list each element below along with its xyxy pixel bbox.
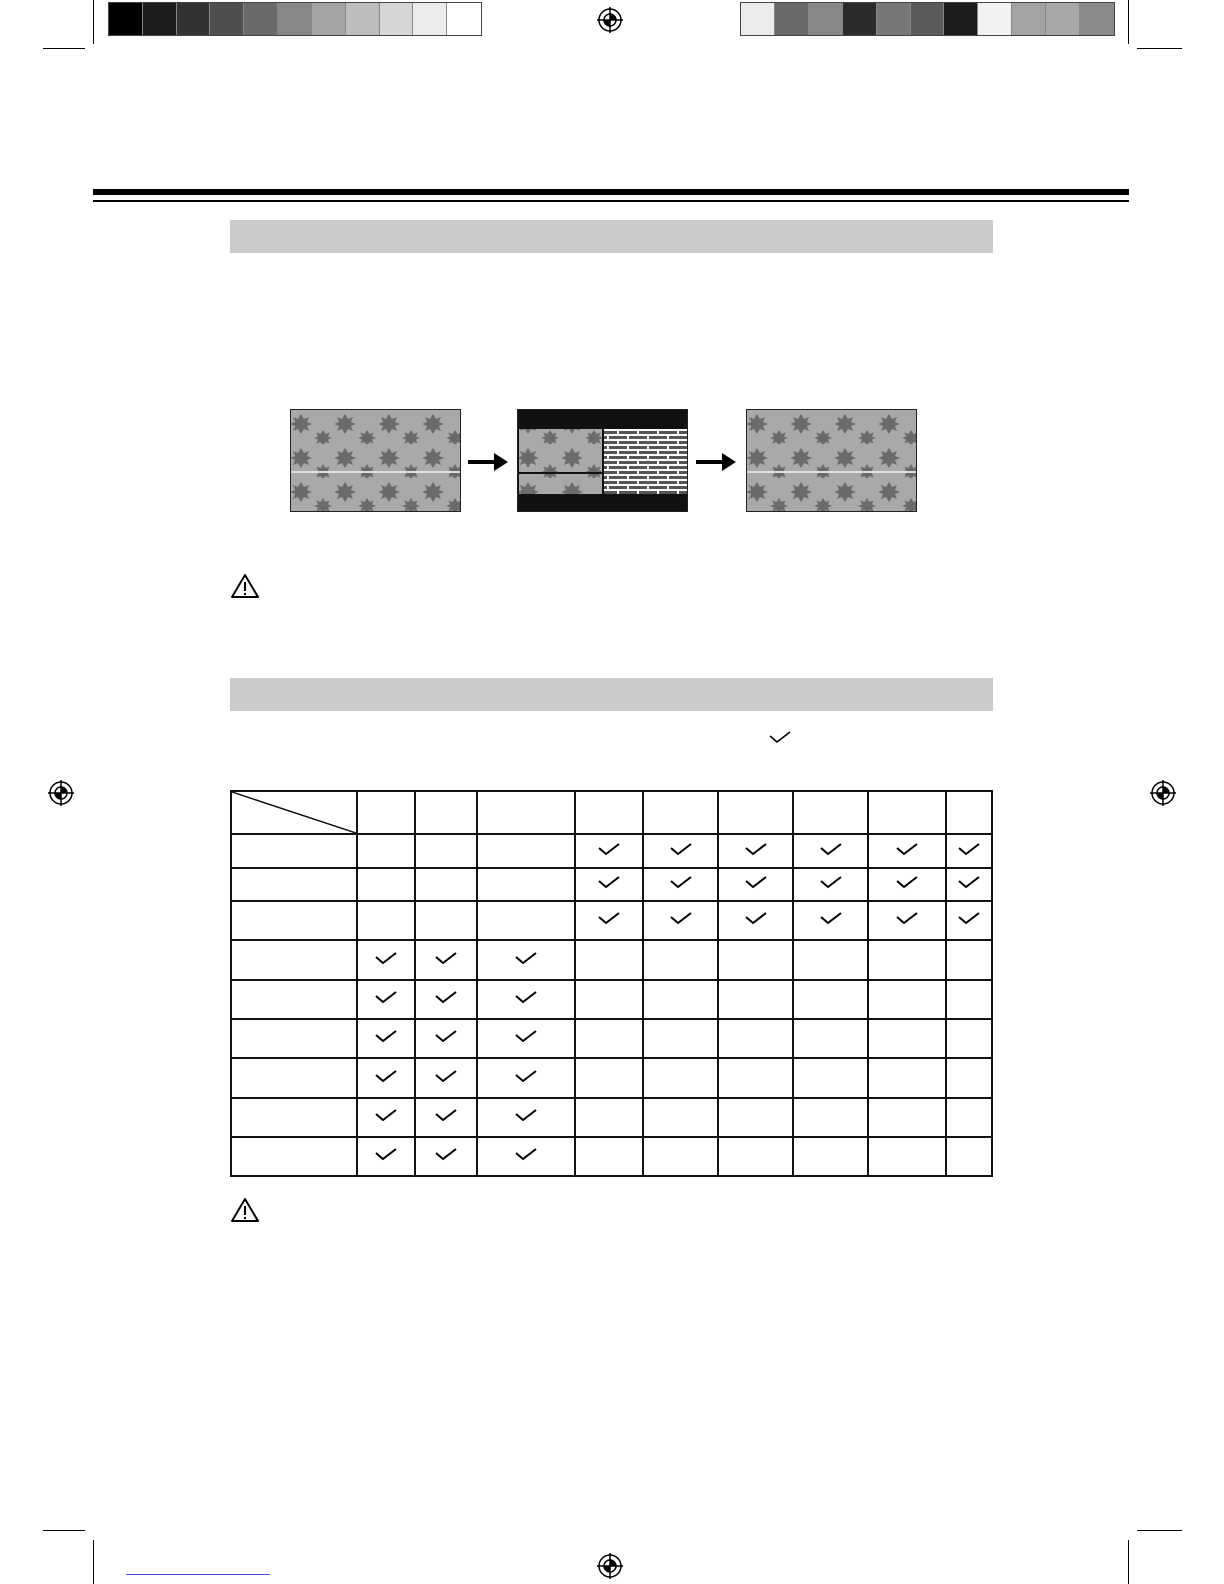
table-cell (718, 1137, 793, 1176)
checkmark-icon (434, 991, 458, 1008)
checkmark-icon (434, 1030, 458, 1047)
table-cell (946, 868, 992, 901)
calibration-swatch (843, 3, 877, 35)
table-row-label-cell (231, 1019, 357, 1058)
table-cell (575, 868, 643, 901)
figure-split-view (517, 409, 688, 512)
crop-mark-bottom-right-v (1128, 1540, 1129, 1584)
table-cell (643, 1098, 718, 1137)
table-corner-cell (231, 791, 357, 834)
table-cell (643, 1019, 718, 1058)
checkmark-icon (514, 1148, 538, 1165)
checkmark-icon (744, 876, 768, 893)
registration-mark-icon (48, 780, 74, 806)
crop-mark-top-right-h (1137, 48, 1182, 49)
calibration-swatch (911, 3, 945, 35)
table-cell (793, 901, 868, 940)
table-cell (868, 834, 946, 868)
table-cell (868, 1137, 946, 1176)
crop-mark-top-right-v (1128, 0, 1129, 44)
calibration-swatch (346, 3, 380, 35)
registration-mark-icon (1150, 780, 1176, 806)
table-cell (793, 868, 868, 901)
table-cell (946, 834, 992, 868)
warning-triangle-icon (230, 573, 260, 599)
table-cell (357, 1137, 415, 1176)
calibration-swatch (413, 3, 447, 35)
table-header-cell (477, 791, 575, 834)
table-cell (357, 868, 415, 901)
calibration-swatch (312, 3, 346, 35)
table-header-row (231, 791, 992, 834)
table-cell (575, 980, 643, 1019)
table-header-cell (868, 791, 946, 834)
table-cell (357, 1058, 415, 1098)
checkmark-icon (514, 991, 538, 1008)
calibration-swatch (447, 3, 481, 35)
table-cell (477, 868, 575, 901)
checkmark-icon (374, 1070, 398, 1087)
table-cell (575, 1058, 643, 1098)
checkmark-icon (597, 876, 621, 893)
calibration-swatch (944, 3, 978, 35)
crop-mark-top-left-h (43, 48, 85, 49)
table-header-cell (718, 791, 793, 834)
checkmark-icon (374, 991, 398, 1008)
calibration-swatch (1080, 3, 1114, 35)
table-row-label-cell (231, 940, 357, 980)
table-cell (793, 980, 868, 1019)
checkmark-icon (374, 1109, 398, 1126)
table-cell (946, 980, 992, 1019)
checkmark-icon (895, 843, 919, 860)
checkmark-icon (669, 876, 693, 893)
table-cell (718, 1019, 793, 1058)
section-heading-bar-1 (230, 220, 993, 253)
table-cell (477, 901, 575, 940)
table-row (231, 868, 992, 901)
table-cell (643, 901, 718, 940)
table-cell (357, 834, 415, 868)
table-cell (643, 834, 718, 868)
table-cell (946, 1137, 992, 1176)
crop-mark-bottom-left-h (43, 1530, 85, 1531)
checkmark-icon (669, 912, 693, 929)
table-cell (793, 1019, 868, 1058)
checkmark-icon (957, 912, 981, 929)
table-row (231, 901, 992, 940)
calibration-swatch (1012, 3, 1046, 35)
checkmark-icon (744, 912, 768, 929)
table-row (231, 1019, 992, 1058)
table-row-label-cell (231, 868, 357, 901)
table-cell (575, 1098, 643, 1137)
right-arrow-icon (696, 450, 736, 474)
table-cell (415, 980, 477, 1019)
table-row-label-cell (231, 1058, 357, 1098)
calibration-swatch (877, 3, 911, 35)
table-row-label-cell (231, 1137, 357, 1176)
table-cell (718, 834, 793, 868)
table-cell (946, 1019, 992, 1058)
table-cell (793, 1137, 868, 1176)
table-cell (415, 901, 477, 940)
table-cell (477, 1137, 575, 1176)
checkmark-icon (769, 730, 791, 744)
checkmark-icon (597, 843, 621, 860)
table-header-cell (793, 791, 868, 834)
checkmark-icon (895, 876, 919, 893)
calibration-swatch (978, 3, 1012, 35)
table-cell (477, 1058, 575, 1098)
table-row-label-cell (231, 980, 357, 1019)
table-cell (477, 1019, 575, 1058)
checkmark-icon (597, 912, 621, 929)
table-cell (793, 834, 868, 868)
table-cell (643, 980, 718, 1019)
table-cell (477, 1098, 575, 1137)
right-arrow-icon (468, 450, 508, 474)
header-rule-thick (93, 189, 1129, 195)
table-cell (718, 901, 793, 940)
table-cell (718, 980, 793, 1019)
checkmark-icon (514, 952, 538, 969)
table-cell (946, 1098, 992, 1137)
checkmark-icon (514, 1109, 538, 1126)
calibration-swatch (210, 3, 244, 35)
checkmark-icon (957, 876, 981, 893)
table-cell (575, 1019, 643, 1058)
table-cell (643, 940, 718, 980)
table-row-label-cell (231, 834, 357, 868)
table-row (231, 1058, 992, 1098)
table-cell (793, 1058, 868, 1098)
calibration-swatch (1046, 3, 1080, 35)
table-row (231, 940, 992, 980)
table-cell (415, 834, 477, 868)
checkmark-icon (819, 912, 843, 929)
checkmark-icon (514, 1070, 538, 1087)
table-cell (415, 940, 477, 980)
table-cell (415, 1019, 477, 1058)
figure-full-view-1 (290, 409, 461, 512)
table-header-cell (357, 791, 415, 834)
table-cell (868, 1058, 946, 1098)
table-cell (868, 940, 946, 980)
table-cell (477, 940, 575, 980)
calibration-swatch (244, 3, 278, 35)
checkmark-icon (744, 843, 768, 860)
table-cell (718, 868, 793, 901)
footer-link-underline (126, 1574, 270, 1575)
table-cell (357, 940, 415, 980)
checkmark-icon (514, 1030, 538, 1047)
calibration-swatch (741, 3, 775, 35)
table-cell (477, 834, 575, 868)
table-cell (415, 868, 477, 901)
checkmark-icon (434, 1148, 458, 1165)
table-cell (643, 868, 718, 901)
table-cell (946, 940, 992, 980)
table-cell (575, 1137, 643, 1176)
table-row-label-cell (231, 901, 357, 940)
table-cell (357, 1019, 415, 1058)
checkmark-icon (434, 1109, 458, 1126)
checkmark-icon (374, 1148, 398, 1165)
checkmark-icon (434, 1070, 458, 1087)
table-cell (868, 901, 946, 940)
table-cell (357, 901, 415, 940)
checkmark-icon (895, 912, 919, 929)
table-cell (357, 1098, 415, 1137)
header-rule-thin (93, 200, 1129, 202)
table-row (231, 1098, 992, 1137)
table-cell (575, 940, 643, 980)
calibration-swatch (775, 3, 809, 35)
table-cell (793, 1098, 868, 1137)
table-header-cell (575, 791, 643, 834)
table-cell (415, 1058, 477, 1098)
registration-mark-icon (597, 1553, 623, 1579)
checkmark-icon (669, 843, 693, 860)
table-cell (868, 1098, 946, 1137)
table-cell (643, 1058, 718, 1098)
table-cell (868, 868, 946, 901)
checkmark-icon (819, 876, 843, 893)
table-row-label-cell (231, 1098, 357, 1137)
calibration-swatch (143, 3, 177, 35)
table-header-cell (643, 791, 718, 834)
figure-full-view-2 (746, 409, 917, 512)
registration-mark-icon (597, 7, 623, 33)
calibration-swatch (109, 3, 143, 35)
table-header-cell (946, 791, 992, 834)
checkmark-icon (374, 1030, 398, 1047)
calibration-swatch (809, 3, 843, 35)
table-row (231, 1137, 992, 1176)
table-cell (415, 1137, 477, 1176)
calibration-swatch (177, 3, 211, 35)
table-cell (575, 901, 643, 940)
table-cell (718, 1098, 793, 1137)
compatibility-table (230, 790, 993, 1177)
crop-mark-bottom-left-v (93, 1540, 94, 1584)
table-cell (357, 980, 415, 1019)
table-cell (946, 901, 992, 940)
calibration-strip-left (108, 2, 482, 36)
table-header-cell (415, 791, 477, 834)
checkmark-icon (374, 952, 398, 969)
calibration-swatch (278, 3, 312, 35)
checkmark-icon (957, 843, 981, 860)
table-cell (868, 1019, 946, 1058)
crop-mark-top-left-v (93, 0, 94, 44)
table-row (231, 834, 992, 868)
calibration-swatch (380, 3, 414, 35)
crop-mark-bottom-right-h (1137, 1530, 1182, 1531)
table-cell (718, 940, 793, 980)
calibration-strip-right (740, 2, 1115, 36)
warning-triangle-icon (230, 1197, 260, 1223)
table-row (231, 980, 992, 1019)
table-cell (575, 834, 643, 868)
table-cell (946, 1058, 992, 1098)
checkmark-icon (819, 843, 843, 860)
table-cell (793, 940, 868, 980)
table-cell (718, 1058, 793, 1098)
table-cell (643, 1137, 718, 1176)
table-cell (477, 980, 575, 1019)
table-cell (868, 980, 946, 1019)
table-cell (415, 1098, 477, 1137)
section-heading-bar-2 (230, 678, 993, 711)
checkmark-icon (434, 952, 458, 969)
